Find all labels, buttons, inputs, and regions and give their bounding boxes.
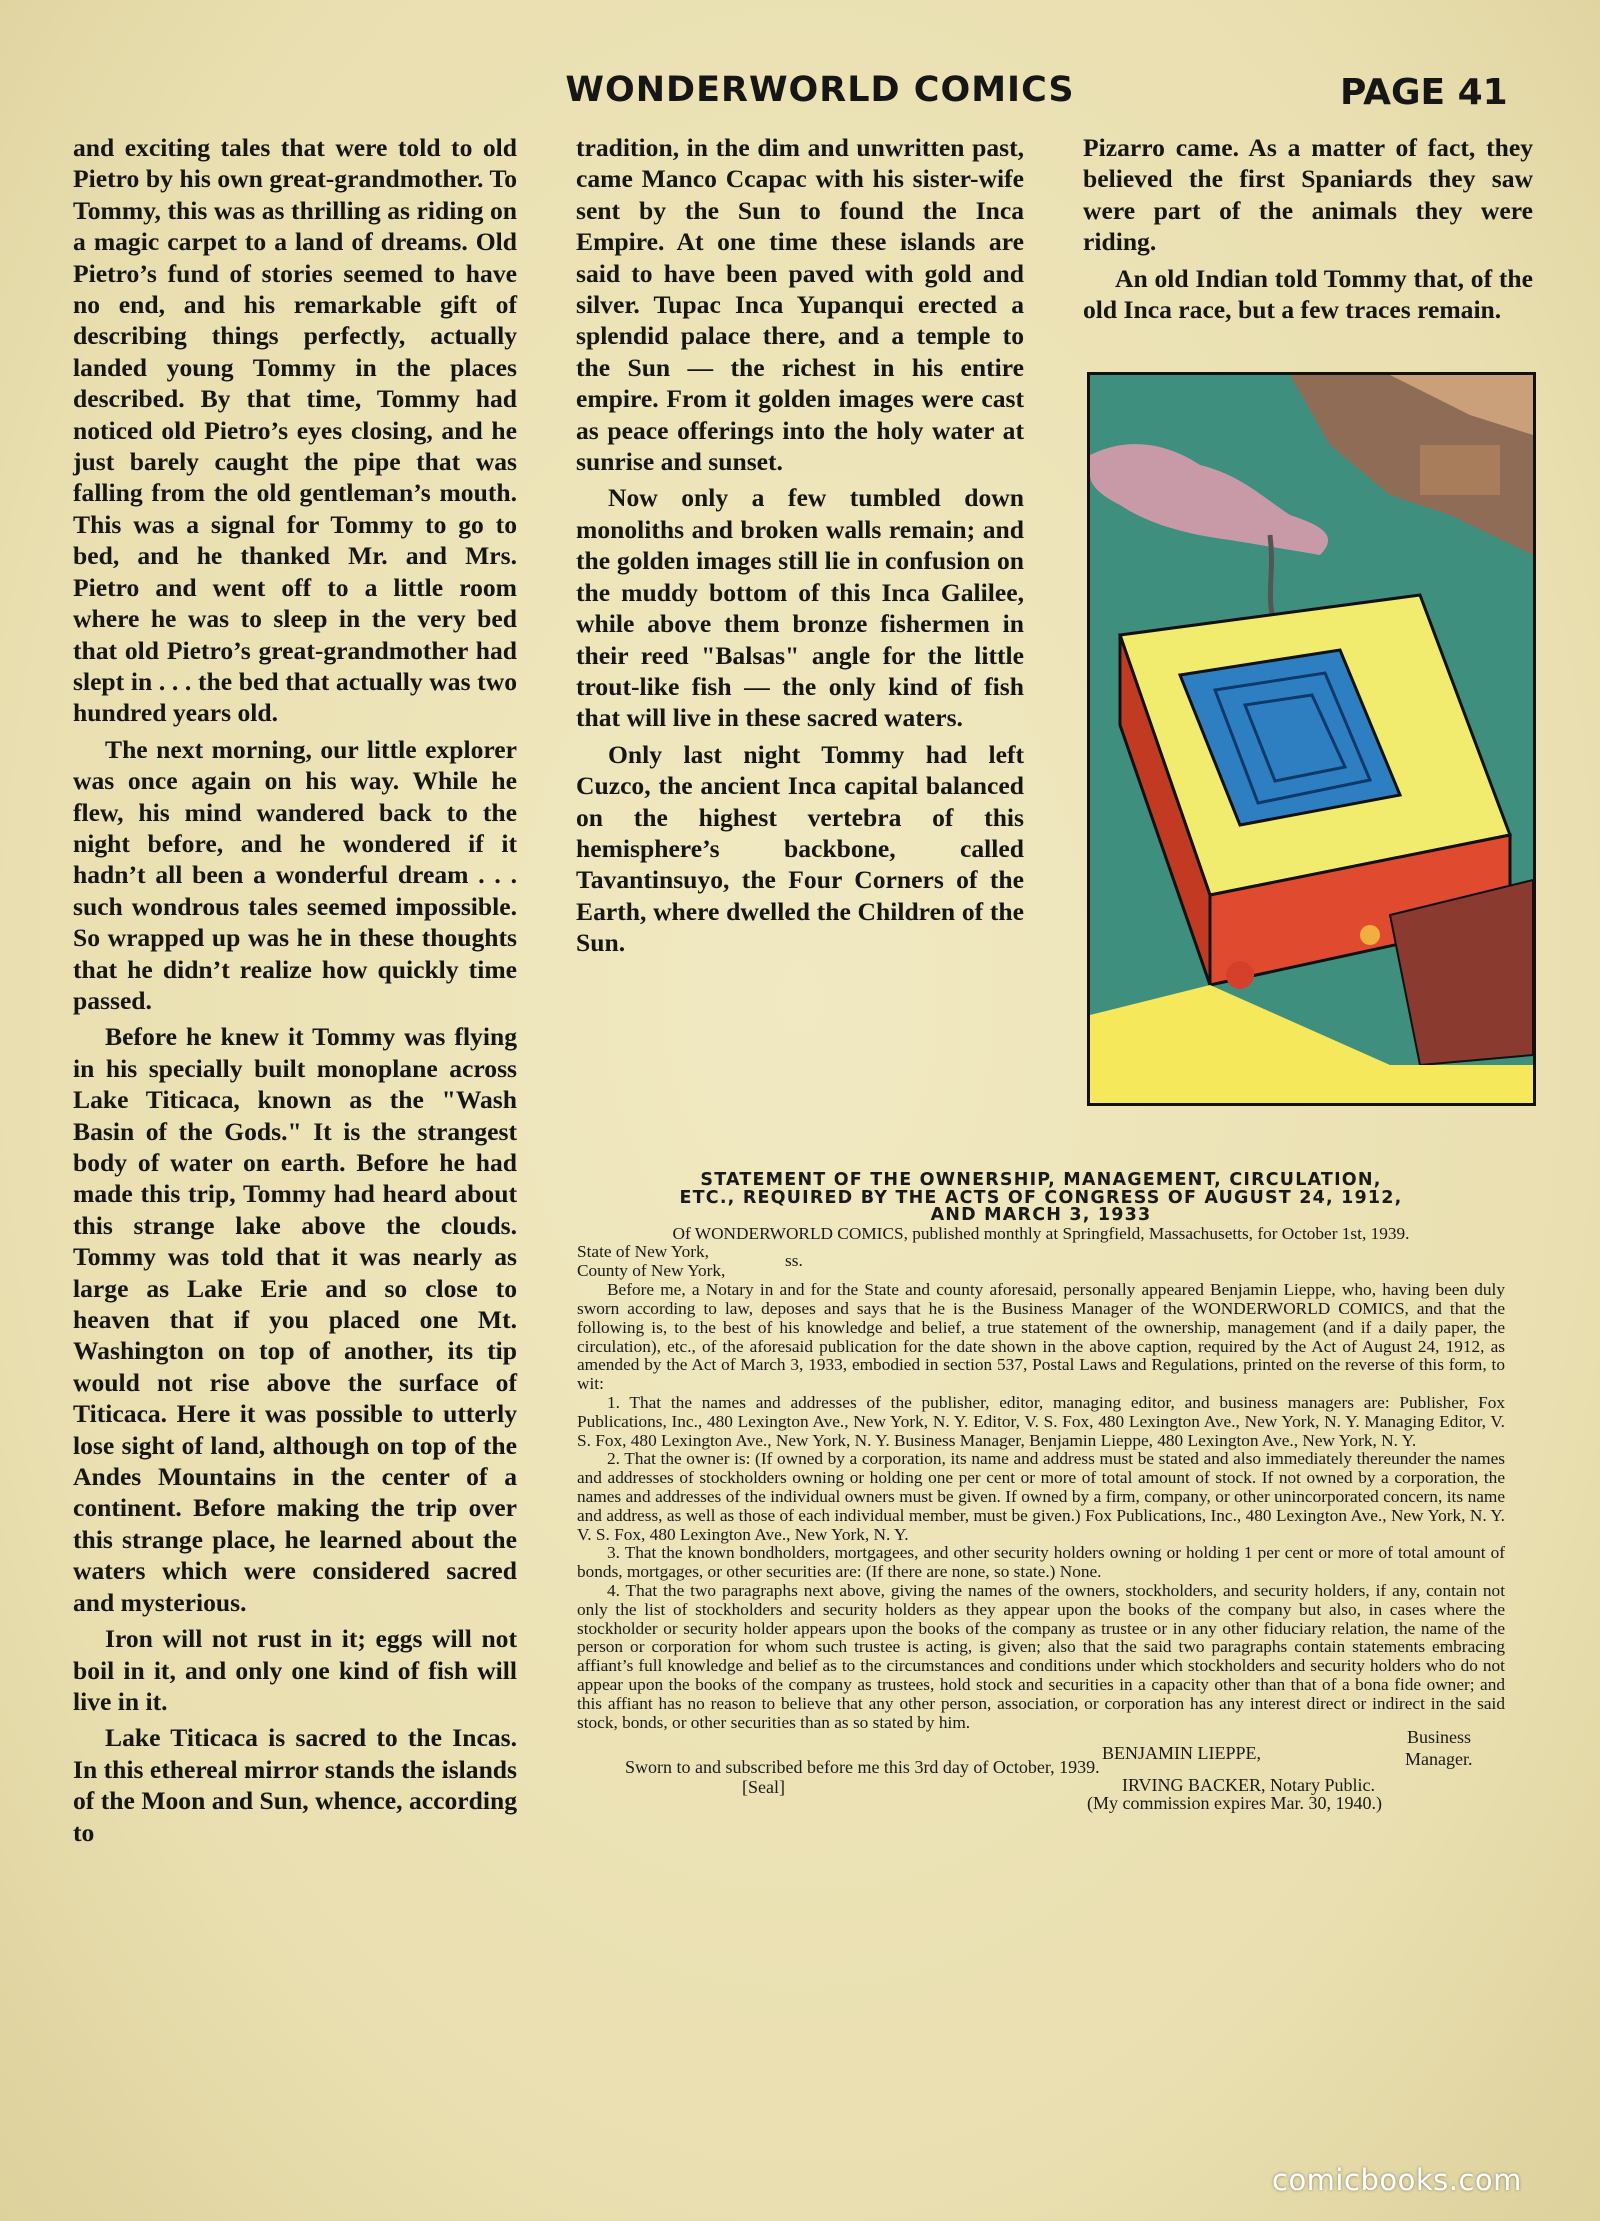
statement-paragraph: 2. That the owner is: (If owned by a corporation, its name and address must be stated and also immediately thereunder the names and addresses of stockholders owning or holding one per cent or more of total amount of stock. If not owned by a corporation, the names and addresses of the individual owners must be given. If owned by a firm, company, or other unincorporated concern, its name and address, as well as those of each individual member, must be given.) Fox Publications, Inc., 480 Lexington Ave., New York, N. Y. V. S. Fox, 480 Lexington Ave., New York, N. Y. — [577, 1449, 1505, 1544]
paragraph: and exciting tales that were told to old Pietro by his own great-grandmother. To Tommy, this was as thrilling as riding on a magic carpet to a land of dreams. Old Pietro’s fund of stories seemed to have no end, and his remarkable gift of describing things perfectly, actually landed young Tommy in the places described. By that time, Tommy had noticed old Pietro’s eyes closing, and he just barely caught the pipe that was falling from the old gentleman’s mouth. This was a signal for Tommy to go to bed, and he thanked Mr. and Mrs. Pietro and went off to a little room where he was to sleep in the very bed that old Pietro’s great-grandmother had slept in . . . the bed that actually was two hundred years old. — [73, 133, 517, 728]
watermark: comicbooks.com — [1272, 2163, 1522, 2197]
text-column-2 — [576, 132, 1024, 959]
paragraph: Iron will not rust in it; eggs will not boil in it, and only one kind of fish will live in it. — [73, 1624, 517, 1716]
venue-block — [577, 1243, 1505, 1281]
illustration-panel — [1087, 372, 1536, 1106]
seal-label: [Seal] — [742, 1777, 785, 1798]
statement-paragraph: 4. That the two paragraphs next above, giving the names of the owners, stockholders, and security holders, if any, contain not only the list of stockholders and security holders as they appear upon the books of the company but also, in cases where the stockholder or security holder appears upon the books of the company as trustee or in any other fiduciary relation, the name of the person or corporation for whom such trustee is acting, is given; also that the said two paragraphs contain statements embracing affiant’s full knowledge and belief as to the circumstances and conditions under which stockholders and security holders who do not appear upon the books of the company as trustees, hold stock and securities in a capacity other than that of a bona fide owner; and this affiant has no reason to believe that any other person, association, or corporation has any interest direct or indirect in the said stock, bonds, or other securities than as so stated by him. — [577, 1581, 1505, 1732]
commission-note: (My commission expires Mar. 30, 1940.) — [1087, 1793, 1382, 1814]
statement-heading-line: STATEMENT OF THE OWNERSHIP, MANAGEMENT, CIRCULATION, — [700, 1170, 1382, 1190]
paragraph: Only last night Tommy had left Cuzco, the ancient Inca capital balanced on the highest vertebra of this hemisphere’s backbone, called Tavantinsuyo, the Four Corners of the Earth, where dwelled the Children of the Sun. — [576, 739, 1024, 958]
paragraph: Lake Titicaca is sacred to the Incas. In this ethereal mirror stands the islands of the Moon and Sun, whence, according to — [73, 1723, 517, 1847]
text-column-3 — [1083, 132, 1533, 325]
statement-paragraph: Before me, a Notary in and for the State and county aforesaid, personally appeared Benjamin Lieppe, who, having been duly sworn according to law, deposes and says that he is the Business Manager of the WONDERWORLD COMICS, and that the following is, to the best of his knowledge and belief, a true statement of the ownership, management (and if a daily paper, the circulation), etc., of the aforesaid publication for the date shown in the above caption, required by the Act of August 24, 1912, as amended by the Act of March 3, 1933, embodied in section 537, Postal Laws and Regulations, printed on the reverse of this form, to wit: — [577, 1280, 1505, 1394]
figure — [1226, 961, 1254, 989]
statement-paragraph: 1. That the names and addresses of the publisher, editor, managing editor, and business managers are: Publisher, Fox Publications, Inc., 480 Lexington Ave., New York, N. Y. Editor, V. S. Fox, 480 Lexington Ave., New York, N. Y. Managing Editor, V. S. Fox, 480 Lexington Ave., New York, N. Y. Business Manager, Benjamin Lieppe, 480 Lexington Ave., New York, N. Y. — [577, 1393, 1505, 1450]
text-column-1 — [73, 132, 517, 1848]
paragraph: The next morning, our little explorer was once again on his way. While he flew, his mind wandered back to the night before, and he wondered if it hadn’t all been a wonderful dream . . . such wondrous tales seemed impossible. So wrapped up was he in these thoughts that he didn’t realize how quickly time passed. — [73, 734, 517, 1015]
statement-of-line: Of WONDERWORLD COMICS, published monthly at Springfield, Massachusetts, for October 1st, 1939. — [672, 1223, 1410, 1243]
magazine-title: WONDERWORLD COMICS — [565, 70, 1075, 110]
statement-paragraph: 3. That the known bondholders, mortgagees, and other security holders owning or holding 1 per cent or more of total amount of bonds, mortgages, or other securities are: (If there are none, so state.) None. — [577, 1543, 1505, 1582]
ss-mark: ss. — [785, 1251, 803, 1271]
paragraph: Before he knew it Tommy was flying in his specially built monoplane across Lake Titicaca, known as the "Wash Basin of the Gods." It is the strangest body of water on earth. Before he had made this trip, Tommy had heard about this strange lake above the clouds. Tommy was told that it was nearly as large as Lake Erie and so close to heaven that if you placed one Mt. Washington on top of another, its tip would not rise above the surface of Titicaca. Here it was possible to utterly lose sight of land, although on top of the Andes Mountains in the center of a continent. Before making the trip over this strange place, he learned about the waters which were considered sacred and mysterious. — [73, 1022, 517, 1617]
signer-title-manager: Manager. — [1405, 1749, 1473, 1770]
paragraph: tradition, in the dim and unwritten past, came Manco Ccapac with his sister-wife sent by the Sun to found the Inca Empire. At one time these islands are said to have been paved with gold and silver. Tupac Inca Yupanqui erected a splendid palace there, and a temple to the Sun — the richest in his entire empire. From it golden images were cast as peace offerings into the holy water at sunrise and sunset. — [576, 133, 1024, 477]
county-line: County of New York, — [577, 1261, 726, 1281]
figure — [1360, 925, 1380, 945]
inca-temple-illustration — [1090, 375, 1533, 1103]
sworn-line: Sworn to and subscribed before me this 3rd day of October, 1939. — [625, 1757, 1100, 1778]
state-line: State of New York, — [577, 1242, 710, 1262]
statement-heading-line: ETC., REQUIRED BY THE ACTS OF CONGRESS OF AUGUST 24, 1912, — [679, 1187, 1403, 1208]
statement-heading-line: AND MARCH 3, 1933 — [930, 1205, 1152, 1225]
ownership-statement — [577, 1170, 1505, 1814]
signer-name: BENJAMIN LIEPPE, — [1102, 1743, 1262, 1764]
paragraph: An old Indian told Tommy that, of the old Inca race, but a few traces remain. — [1083, 263, 1533, 325]
notary-name: IRVING BACKER, Notary Public. — [1122, 1775, 1376, 1796]
paragraph: Now only a few tumbled down monoliths and broken walls remain; and the golden images still lie in confusion on the muddy bottom of this Inca Galilee, while above them bronze fishermen in their reed "Balsas" angle for the little trout-like fish — the only kind of fish that will live in these sacred waters. — [576, 483, 1024, 733]
paragraph: Pizarro came. As a matter of fact, they believed the first Spaniards they saw were part of the animals they were riding. — [1083, 133, 1533, 257]
distant-wall — [1420, 445, 1500, 495]
signature-block — [577, 1727, 1505, 1814]
signer-title-business: Business — [1407, 1727, 1472, 1748]
page-number: PAGE 41 — [1340, 72, 1508, 113]
